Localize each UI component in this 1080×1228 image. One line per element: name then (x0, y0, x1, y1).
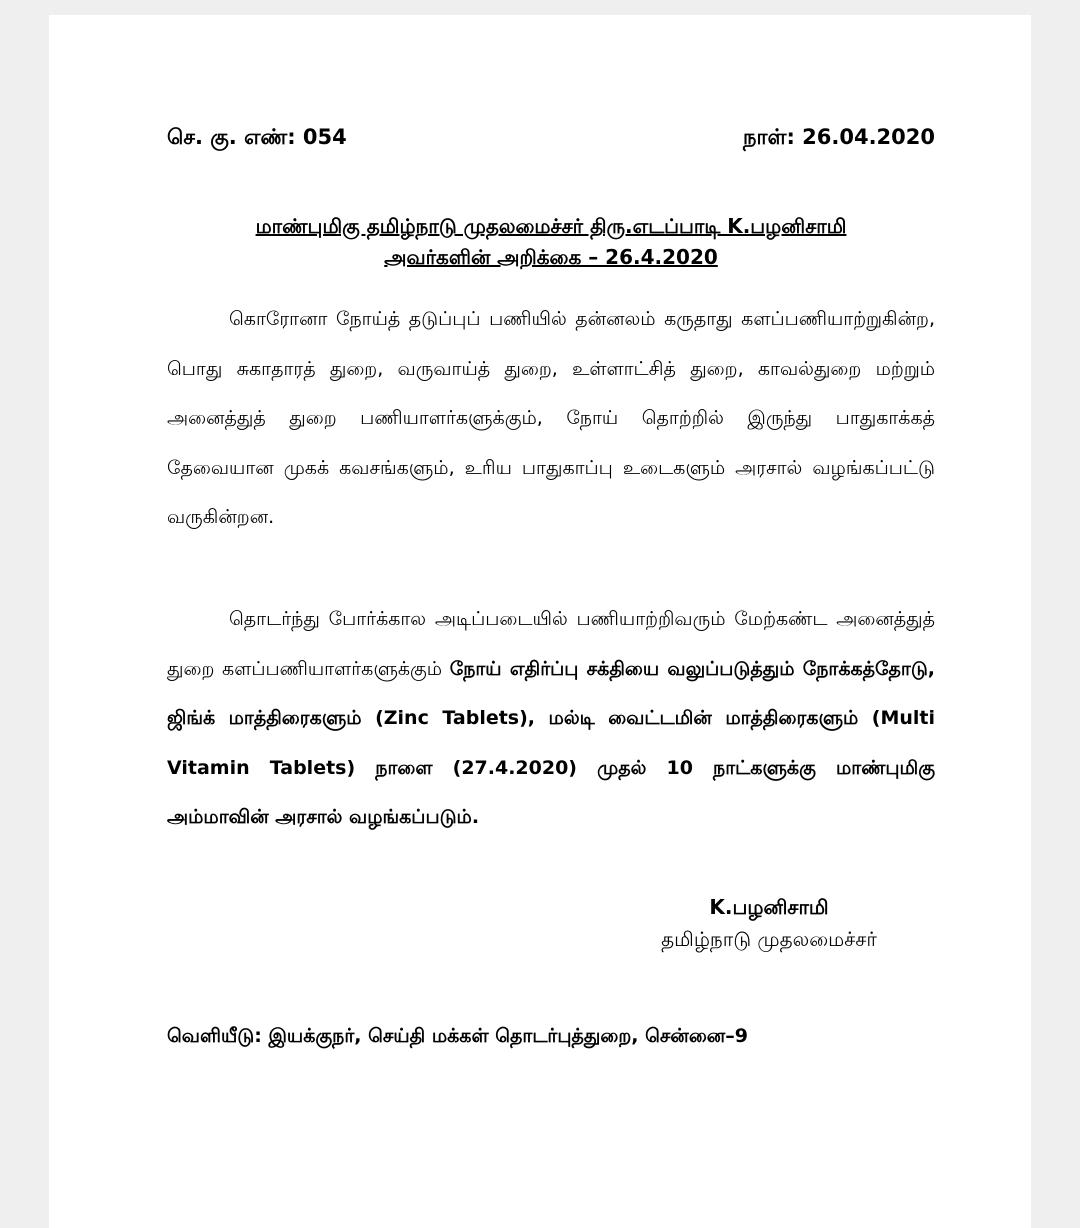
paragraph-1-text: கொரோனா நோய்த் தடுப்புப் பணியில் தன்னலம் கருதாது களப்பணியாற்றுகின்ற, பொது சுகாதாரத் துறை, வருவாய்த் துறை, உள்ளாட்சித் துறை, காவல்துறை மற்றும் அனைத்துத் துறை பணியாளர்களுக்கும், நோய் தொற்றில் இருந்து பாதுகாக்கத் தேவையான முகக் கவசங்களும், உரிய பாதுகாப்பு உடைகளும் அரசால் வழங்கப்பட்டு வருகின்றன. (167, 308, 935, 528)
document-title (167, 211, 935, 273)
signatory-name: K.பழனிசாமி (709, 895, 829, 919)
paragraph-1 (167, 295, 935, 543)
release-line: வெளியீடு: இயக்குநர், செய்தி மக்கள் தொடர்புத்துறை, சென்னை–9 (167, 1025, 748, 1047)
signatory-designation: தமிழ்நாடு முதலமைச்சர் (661, 927, 877, 951)
document-page (49, 15, 1031, 1228)
document-date: நாள்: 26.04.2020 (743, 125, 935, 149)
title-line-1: மாண்புமிகு தமிழ்நாடு முதலமைச்சர் திரு.எடப்பாடி K.பழனிசாமி (255, 214, 847, 238)
title-line-2: அவர்களின் அறிக்கை – 26.4.2020 (384, 245, 718, 269)
signature-block (609, 891, 929, 955)
paragraph-2-bold-text: நோய் எதிர்ப்பு சக்தியை வலுப்படுத்தும் நோக்கத்தோடு, ஜிங்க் மாத்திரைகளும் (Zinc Tablets), மல்டி வைட்டமின் மாத்திரைகளும் (Multi Vitamin Tablets) நாளை (27.4.2020) முதல் 10 நாட்களுக்கு மாண்புமிகு அம்மாவின் அரசால் வழங்கப்படும். (167, 657, 935, 828)
paragraph-2 (167, 595, 935, 843)
paragraph-2-text: தொடர்ந்து போர்க்கால அடிப்படையில் பணியாற்றிவரும் மேற்கண்ட அனைத்துத் துறை களப்பணியாளர்களுக்கும் (167, 608, 935, 680)
reference-number: செ. கு. எண்: 054 (167, 125, 347, 149)
reference-row (167, 121, 935, 153)
